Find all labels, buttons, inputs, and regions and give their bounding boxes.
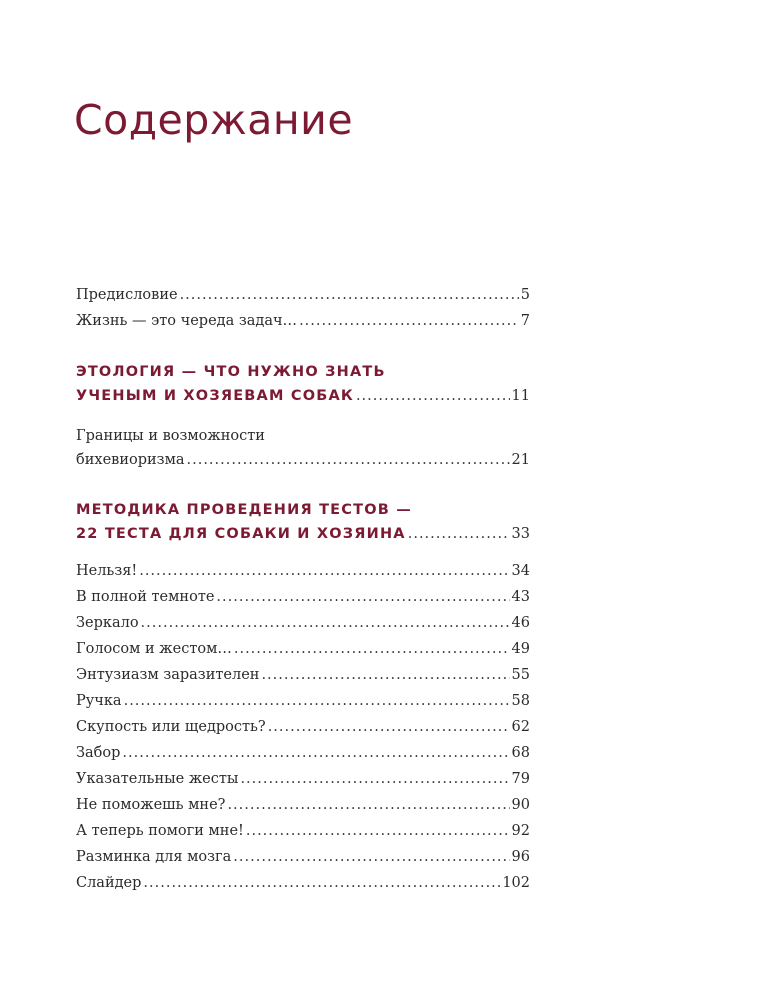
toc-entry-label: Жизнь — это череда задач… xyxy=(76,313,298,329)
toc-entry-page: 5 xyxy=(520,287,530,303)
dot-leader xyxy=(356,384,510,408)
toc-entry[interactable] xyxy=(76,662,530,688)
toc-entry[interactable] xyxy=(76,870,530,896)
toc-entry-page: 96 xyxy=(511,849,530,865)
dot-leader xyxy=(180,282,519,308)
section-heading-line: МЕТОДИКА ПРОВЕДЕНИЯ ТЕСТОВ — xyxy=(76,502,412,518)
toc-entry[interactable] xyxy=(76,610,530,636)
toc-entry[interactable] xyxy=(76,844,530,870)
section-heading-line: 22 ТЕСТА ДЛЯ СОБАКИ И ХОЗЯИНА xyxy=(76,526,406,542)
dot-leader xyxy=(143,870,500,896)
dot-leader xyxy=(139,558,509,584)
section-heading-methods[interactable] xyxy=(76,498,530,546)
toc-entry-label: Не поможешь мне? xyxy=(76,797,226,813)
toc-entry[interactable] xyxy=(76,792,530,818)
dot-leader xyxy=(141,610,510,636)
dot-leader xyxy=(408,522,510,546)
dot-leader xyxy=(124,688,510,714)
toc-entry[interactable] xyxy=(76,558,530,584)
toc-entry[interactable] xyxy=(76,688,530,714)
section-page: 11 xyxy=(511,388,530,404)
toc-entry-label: Слайдер xyxy=(76,875,142,891)
toc-entry-label: Голосом и жестом… xyxy=(76,641,232,657)
dot-leader xyxy=(122,740,509,766)
section-heading-line: УЧЕНЫМ И ХОЗЯЕВАМ СОБАК xyxy=(76,388,354,404)
page-title: Содержание xyxy=(74,96,354,144)
toc-entry[interactable] xyxy=(76,308,530,334)
toc-entry[interactable] xyxy=(76,818,530,844)
toc-entry-label: бихевиоризма xyxy=(76,452,185,468)
section-heading-line: ЭТОЛОГИЯ — ЧТО НУЖНО ЗНАТЬ xyxy=(76,364,386,380)
toc-entry-page: 49 xyxy=(511,641,530,657)
toc-entry-page: 79 xyxy=(511,771,530,787)
section-heading-ethology[interactable] xyxy=(76,360,530,408)
toc-entry-label: Забор xyxy=(76,745,121,761)
dot-leader xyxy=(268,714,510,740)
toc-entry[interactable] xyxy=(76,282,530,308)
toc-entry-page: 58 xyxy=(511,693,530,709)
toc-entry-label: Нельзя! xyxy=(76,563,138,579)
toc-entry-page: 55 xyxy=(511,667,530,683)
toc-entry-page: 46 xyxy=(511,615,530,631)
toc-entry[interactable] xyxy=(76,714,530,740)
toc-entry-label: Ручка xyxy=(76,693,122,709)
table-of-contents xyxy=(76,282,530,896)
toc-entry-page: 43 xyxy=(511,589,530,605)
dot-leader xyxy=(234,636,510,662)
dot-leader xyxy=(227,792,509,818)
toc-entry-list xyxy=(76,558,530,896)
dot-leader xyxy=(299,308,519,334)
toc-entry[interactable] xyxy=(76,740,530,766)
toc-entry-label: Энтузиазм заразителен xyxy=(76,667,260,683)
toc-entry[interactable] xyxy=(76,636,530,662)
toc-entry-page: 102 xyxy=(502,875,530,891)
toc-entry[interactable] xyxy=(76,766,530,792)
toc-entry-page: 62 xyxy=(511,719,530,735)
toc-entry-page: 34 xyxy=(511,563,530,579)
toc-entry-behaviorism[interactable] xyxy=(76,424,530,472)
toc-entry-label: В полной темноте xyxy=(76,589,215,605)
dot-leader xyxy=(233,844,509,870)
toc-entry-label: Разминка для мозга xyxy=(76,849,232,865)
toc-entry-label: Скупость или щедрость? xyxy=(76,719,266,735)
dot-leader xyxy=(240,766,509,792)
toc-entry-label: Зеркало xyxy=(76,615,139,631)
section-page: 33 xyxy=(511,526,530,542)
dot-leader xyxy=(246,818,510,844)
toc-entry-label: Предисловие xyxy=(76,287,178,303)
dot-leader xyxy=(216,584,509,610)
toc-entry-page: 90 xyxy=(511,797,530,813)
toc-entry-page: 68 xyxy=(511,745,530,761)
toc-entry-page: 92 xyxy=(511,823,530,839)
dot-leader xyxy=(187,448,510,472)
toc-entry-label: Указательные жесты xyxy=(76,771,239,787)
toc-entry-page: 21 xyxy=(511,452,530,468)
toc-entry-label: А теперь помоги мне! xyxy=(76,823,244,839)
toc-entry-label: Границы и возможности xyxy=(76,428,265,444)
dot-leader xyxy=(261,662,509,688)
toc-entry-page: 7 xyxy=(520,313,530,329)
toc-entry[interactable] xyxy=(76,584,530,610)
